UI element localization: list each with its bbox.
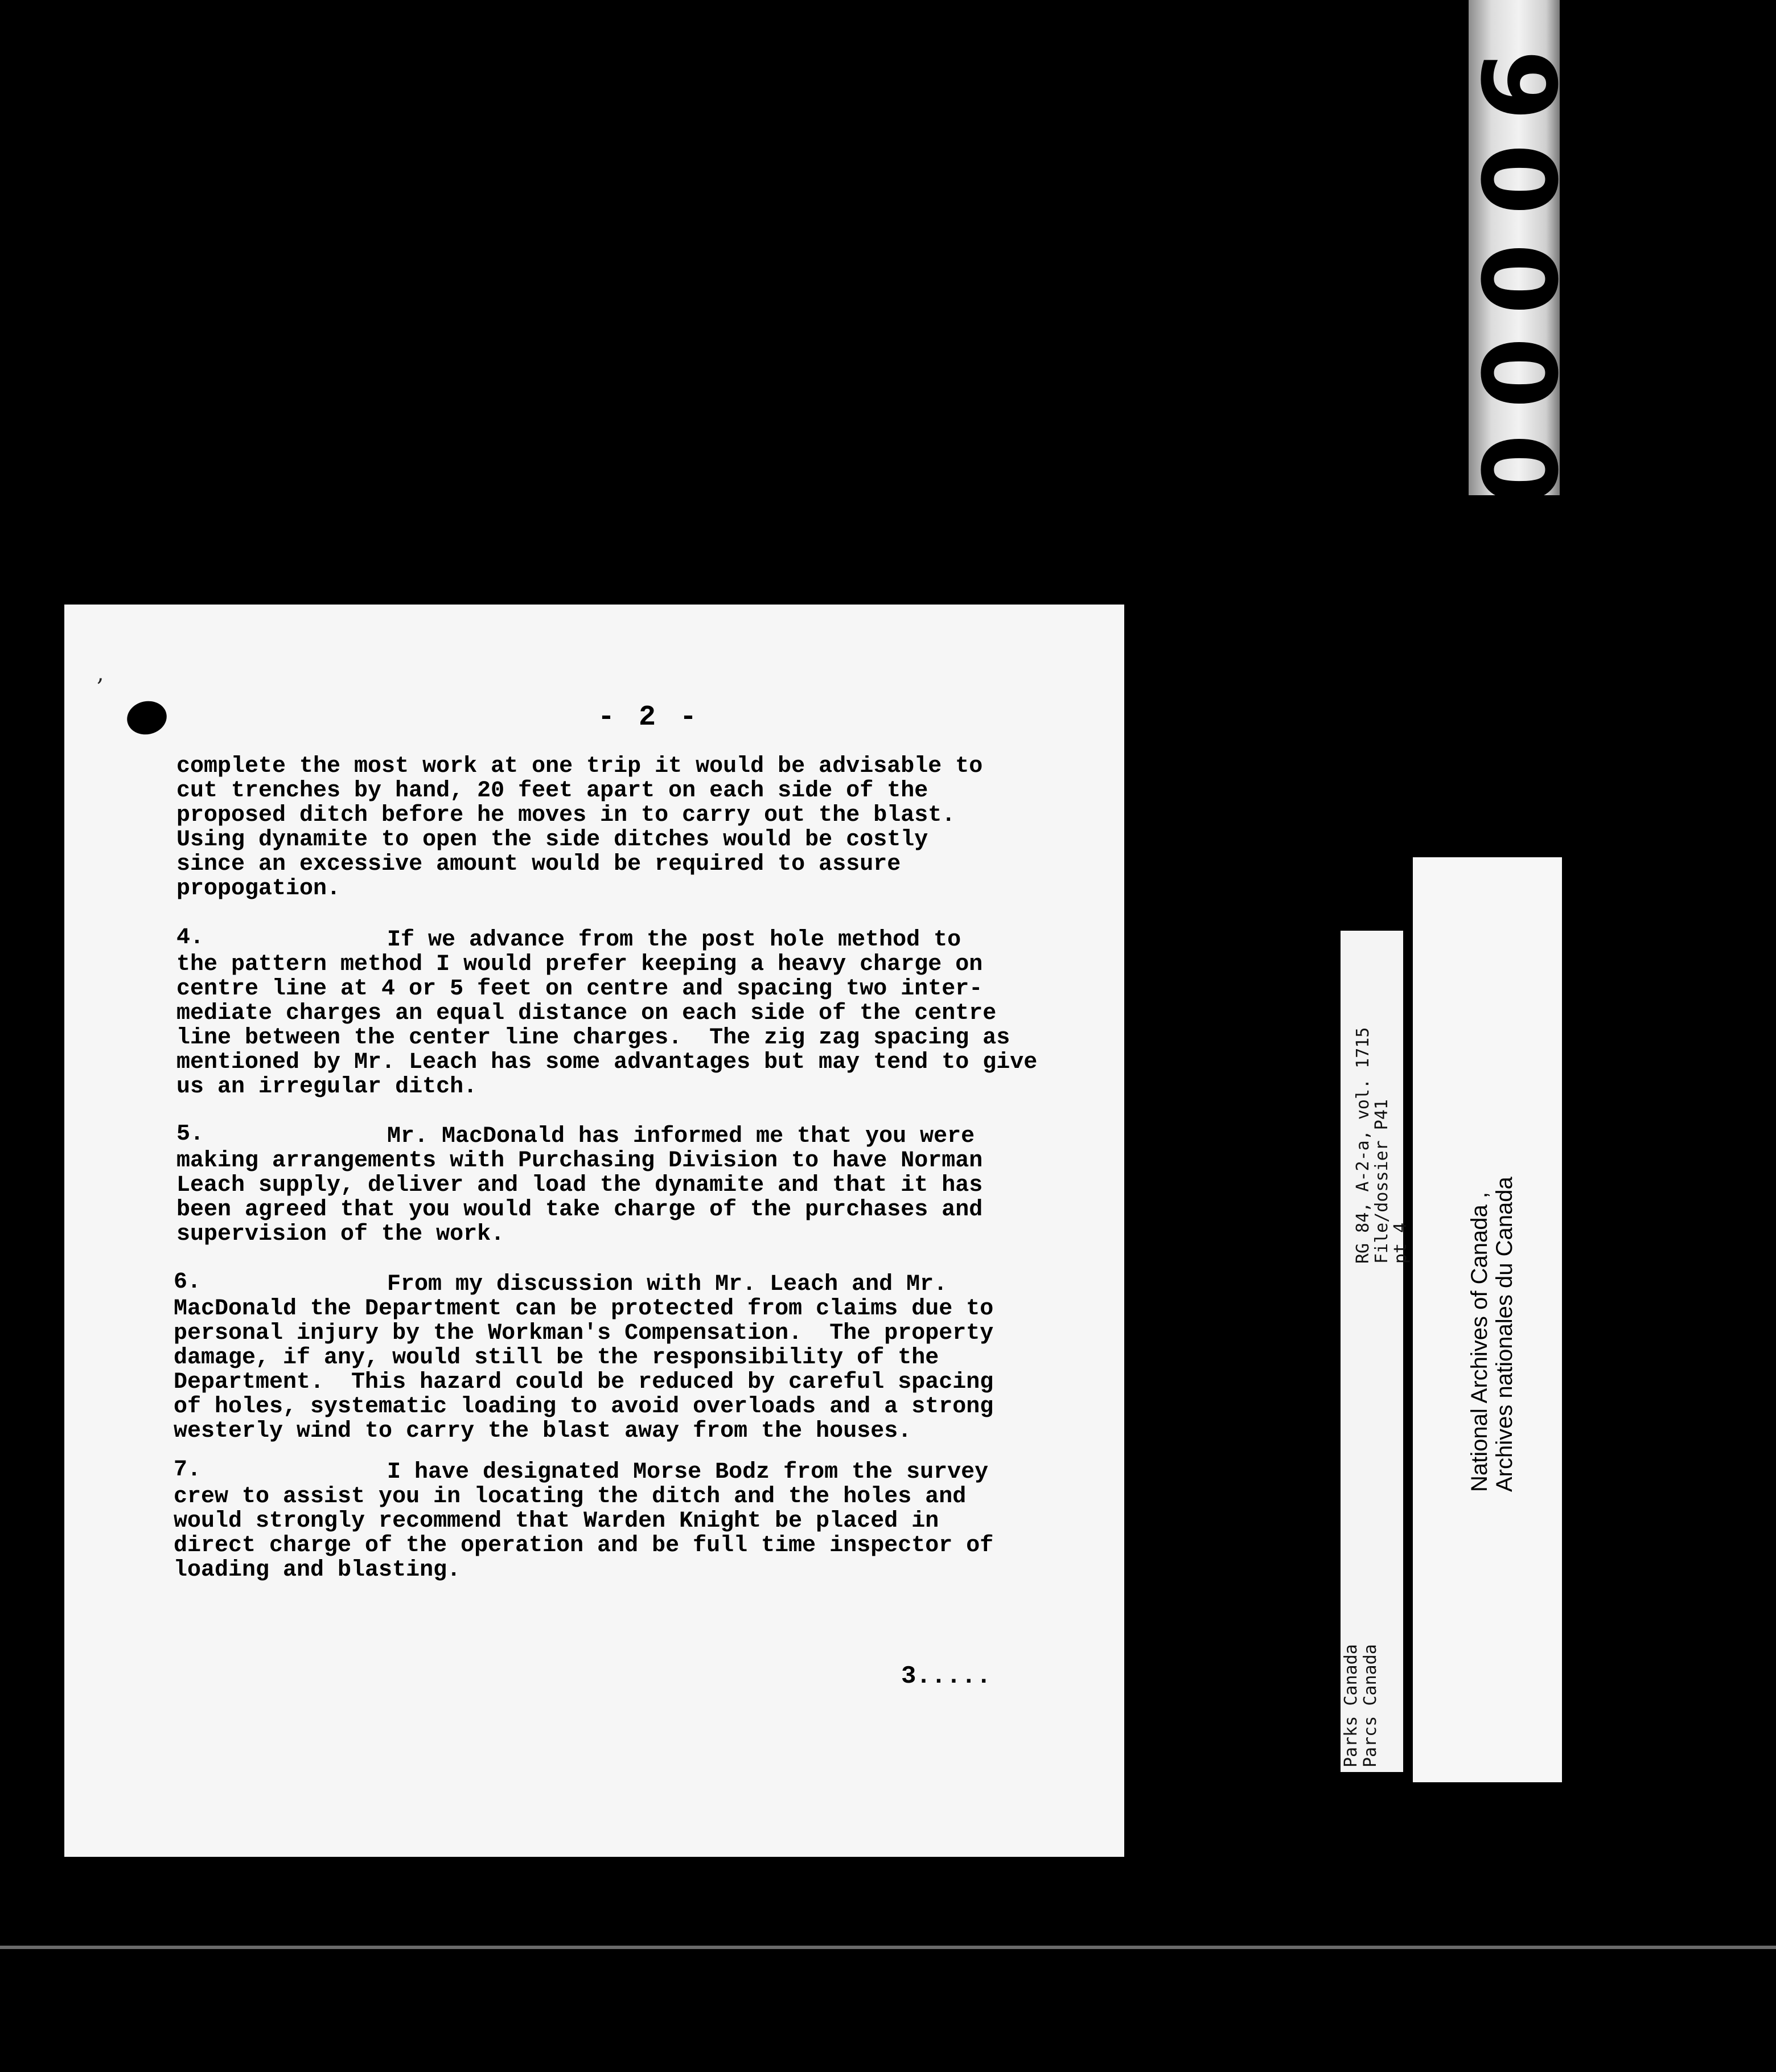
agency-english: Parks Canada (1341, 1644, 1361, 1767)
frame-digit: 0 (1458, 434, 1577, 505)
archive-reference-block (1354, 1027, 1410, 1264)
text-line: Mr. MacDonald has informed me that you were (387, 1124, 975, 1149)
text-line: loading and blasting. (174, 1557, 461, 1583)
frame-digit: 0 (1458, 337, 1577, 409)
page-number: - 2 - (598, 701, 701, 734)
text-line: the pattern method I would prefer keeping a heavy charge on (176, 952, 983, 977)
stray-mark: , (97, 660, 104, 686)
text-line: us an irregular ditch. (176, 1074, 478, 1100)
text-line: centre line at 4 or 5 feet on centre and spacing two inter- (176, 976, 983, 1002)
frame-digit: 0 (1458, 143, 1577, 215)
text-line: MacDonald the Department can be protected from claims due to (174, 1296, 994, 1322)
text-line: damage, if any, would still be the responsibility of the (174, 1345, 939, 1371)
paragraph-number: 5. (176, 1121, 204, 1147)
national-archives-text (1467, 1177, 1517, 1492)
text-line: From my discussion with Mr. Leach and Mr. (387, 1272, 948, 1297)
archives-french: Archives nationales du Canada (1492, 1177, 1517, 1492)
text-line: propogation. (176, 876, 341, 902)
part-number: pt 4 (1391, 1222, 1411, 1264)
text-line: complete the most work at one trip it would be advisable to (176, 754, 983, 779)
text-line: I have designated Morse Bodz from the survey (387, 1460, 989, 1485)
paragraph-number: 7. (174, 1457, 202, 1483)
text-line: proposed ditch before he moves in to carry out the blast. (176, 803, 956, 828)
text-line: Leach supply, deliver and load the dynamite and that it has (176, 1173, 983, 1198)
paragraph-number: 6. (174, 1269, 202, 1295)
text-line: If we advance from the post hole method to (387, 927, 961, 953)
text-line: cut trenches by hand, 20 feet apart on each side of the (176, 778, 928, 804)
text-line: supervision of the work. (176, 1222, 505, 1247)
text-line: Using dynamite to open the side ditches would be costly (176, 827, 928, 853)
record-group: RG 84, A-2-a, vol. 1715 (1353, 1027, 1373, 1264)
text-line: direct charge of the operation and be full time inspector of (174, 1533, 994, 1559)
film-frame-edge (0, 1946, 1776, 1949)
paragraph-number: 4. (176, 925, 204, 951)
text-line: mentioned by Mr. Leach has some advantages but may tend to give (176, 1050, 1038, 1075)
file-dossier: File/dossier P41 (1372, 1099, 1392, 1264)
text-line: line between the center line charges. The zig zag spacing as (176, 1025, 1010, 1051)
archives-english: National Archives of Canada , (1467, 1192, 1492, 1492)
text-line: of holes, systematic loading to avoid overloads and a strong (174, 1394, 994, 1420)
text-line: personal injury by the Workman's Compensation. The property (174, 1321, 994, 1346)
text-line: mediate charges an equal distance on each side of the centre (176, 1001, 997, 1026)
text-line: would strongly recommend that Warden Knight be placed in (174, 1508, 939, 1534)
agency-french: Parcs Canada (1360, 1644, 1380, 1767)
text-line: since an excessive amount would be required to assure (176, 852, 901, 877)
archive-reference-text (1342, 1644, 1380, 1767)
text-line: westerly wind to carry the blast away from the houses. (174, 1419, 912, 1444)
frame-digit: 9 (1458, 50, 1577, 121)
frame-digit: 0 (1458, 243, 1577, 315)
text-line: crew to assist you in locating the ditch and the holes and (174, 1484, 967, 1510)
national-archives-label (1413, 857, 1562, 1782)
text-line: been agreed that you would take charge of the purchases and (176, 1197, 983, 1223)
text-line: Department. This hazard could be reduced by careful spacing (174, 1370, 994, 1395)
text-line: making arrangements with Purchasing Division to have Norman (176, 1148, 983, 1174)
continued-marker: 3..... (901, 1662, 992, 1691)
